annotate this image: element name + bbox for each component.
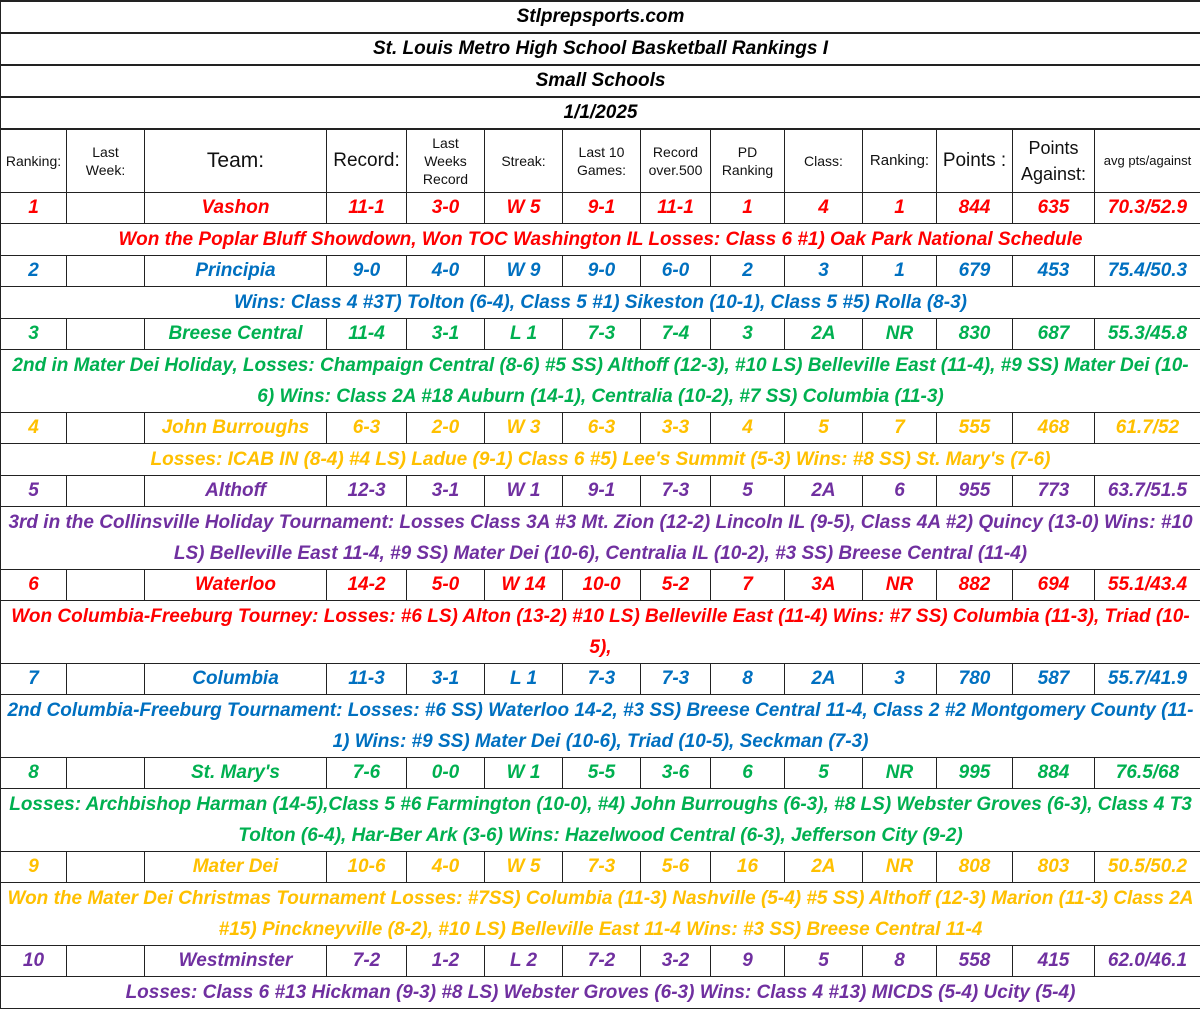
cell-class: 5 [785, 413, 863, 444]
cell-points: 555 [937, 413, 1013, 444]
cell-class: 5 [785, 758, 863, 789]
cell-team: Mater Dei [145, 852, 327, 883]
header-pd-ranking: PD Ranking [711, 129, 785, 193]
team-row [1, 319, 1200, 350]
cell-last-week [67, 193, 145, 224]
cell-ranking: 4 [1, 413, 67, 444]
cell-class-ranking: NR [863, 758, 937, 789]
cell-points: 995 [937, 758, 1013, 789]
cell-last-week [67, 413, 145, 444]
cell-points: 780 [937, 664, 1013, 695]
cell-streak: W 5 [485, 193, 563, 224]
cell-record-over-500: 7-4 [641, 319, 711, 350]
cell-class: 3A [785, 570, 863, 601]
team-note-row [1, 507, 1200, 570]
cell-record: 14-2 [327, 570, 407, 601]
cell-last-week [67, 476, 145, 507]
cell-points: 830 [937, 319, 1013, 350]
cell-class: 2A [785, 476, 863, 507]
cell-record-over-500: 3-3 [641, 413, 711, 444]
team-row [1, 476, 1200, 507]
cell-team: Waterloo [145, 570, 327, 601]
cell-last-10: 7-3 [563, 664, 641, 695]
cell-ranking: 3 [1, 319, 67, 350]
header-points-against: Points Against: [1013, 129, 1095, 193]
cell-pd-ranking: 16 [711, 852, 785, 883]
cell-record-over-500: 3-2 [641, 946, 711, 977]
cell-last-week [67, 319, 145, 350]
cell-points: 679 [937, 256, 1013, 287]
cell-team: John Burroughs [145, 413, 327, 444]
team-row [1, 946, 1200, 977]
header-record: Record: [327, 129, 407, 193]
team-note-row [1, 287, 1200, 319]
cell-ranking: 2 [1, 256, 67, 287]
division-title: Small Schools [1, 65, 1200, 97]
rankings-title: St. Louis Metro High School Basketball Rankings I [1, 33, 1200, 65]
team-note: Losses: Archbishop Harman (14-5),Class 5 #6 Farmington (10-0), #4) John Burroughs (6-3), #8 LS) Webster Groves (6-3), Class 4 T3 Tolton (6-4), Har-Ber Ark (3-6) Wins: Hazelwood Central (6-3), Jefferson City (9-2) [1, 789, 1200, 852]
cell-class: 2A [785, 852, 863, 883]
cell-last-weeks-record: 4-0 [407, 852, 485, 883]
header-class: Class: [785, 129, 863, 193]
cell-record-over-500: 5-6 [641, 852, 711, 883]
cell-points-against: 694 [1013, 570, 1095, 601]
team-note: Won the Poplar Bluff Showdown, Won TOC Washington IL Losses: Class 6 #1) Oak Park National Schedule [1, 224, 1200, 256]
cell-class: 4 [785, 193, 863, 224]
team-note-row [1, 350, 1200, 413]
cell-ranking: 8 [1, 758, 67, 789]
cell-last-week [67, 852, 145, 883]
cell-last-week [67, 946, 145, 977]
cell-team: Vashon [145, 193, 327, 224]
cell-class-ranking: 8 [863, 946, 937, 977]
cell-last-10: 9-0 [563, 256, 641, 287]
cell-last-weeks-record: 3-1 [407, 476, 485, 507]
cell-class: 3 [785, 256, 863, 287]
team-note-row [1, 224, 1200, 256]
header-last-10: Last 10 Games: [563, 129, 641, 193]
cell-pd-ranking: 6 [711, 758, 785, 789]
cell-points: 955 [937, 476, 1013, 507]
cell-points-against: 468 [1013, 413, 1095, 444]
cell-record: 12-3 [327, 476, 407, 507]
cell-class-ranking: NR [863, 570, 937, 601]
cell-last-weeks-record: 4-0 [407, 256, 485, 287]
cell-record-over-500: 11-1 [641, 193, 711, 224]
cell-pd-ranking: 9 [711, 946, 785, 977]
cell-record: 7-6 [327, 758, 407, 789]
cell-team: St. Mary's [145, 758, 327, 789]
cell-pd-ranking: 1 [711, 193, 785, 224]
cell-avg-pts-against: 50.5/50.2 [1095, 852, 1200, 883]
cell-points-against: 803 [1013, 852, 1095, 883]
cell-pd-ranking: 4 [711, 413, 785, 444]
cell-avg-pts-against: 61.7/52 [1095, 413, 1200, 444]
cell-avg-pts-against: 75.4/50.3 [1095, 256, 1200, 287]
cell-team: Westminster [145, 946, 327, 977]
team-row [1, 758, 1200, 789]
cell-last-10: 7-3 [563, 319, 641, 350]
header-streak: Streak: [485, 129, 563, 193]
cell-ranking: 6 [1, 570, 67, 601]
header-row [1, 129, 1200, 193]
cell-class-ranking: 3 [863, 664, 937, 695]
cell-team: Principia [145, 256, 327, 287]
cell-class-ranking: 7 [863, 413, 937, 444]
cell-avg-pts-against: 70.3/52.9 [1095, 193, 1200, 224]
cell-avg-pts-against: 63.7/51.5 [1095, 476, 1200, 507]
cell-pd-ranking: 5 [711, 476, 785, 507]
team-row [1, 664, 1200, 695]
cell-streak: W 14 [485, 570, 563, 601]
cell-last-weeks-record: 3-0 [407, 193, 485, 224]
cell-ranking: 5 [1, 476, 67, 507]
cell-last-weeks-record: 5-0 [407, 570, 485, 601]
cell-streak: L 1 [485, 319, 563, 350]
cell-record-over-500: 5-2 [641, 570, 711, 601]
team-row [1, 256, 1200, 287]
team-note: Won Columbia-Freeburg Tourney: Losses: #6 LS) Alton (13-2) #10 LS) Belleville East (11-4) Wins: #7 SS) Columbia (11-3), Triad (10-5), [1, 601, 1200, 664]
header-record-over-500: Record over.500 [641, 129, 711, 193]
cell-last-week [67, 664, 145, 695]
cell-last-10: 10-0 [563, 570, 641, 601]
cell-last-week [67, 570, 145, 601]
cell-record-over-500: 3-6 [641, 758, 711, 789]
cell-team: Althoff [145, 476, 327, 507]
cell-record-over-500: 7-3 [641, 664, 711, 695]
header-last-weeks-record: Last Weeks Record [407, 129, 485, 193]
cell-avg-pts-against: 55.7/41.9 [1095, 664, 1200, 695]
cell-points: 882 [937, 570, 1013, 601]
cell-record: 9-0 [327, 256, 407, 287]
header-avg: avg pts/against [1095, 129, 1200, 193]
team-note-row [1, 695, 1200, 758]
cell-points-against: 415 [1013, 946, 1095, 977]
cell-points: 808 [937, 852, 1013, 883]
cell-avg-pts-against: 55.3/45.8 [1095, 319, 1200, 350]
cell-record: 11-1 [327, 193, 407, 224]
header-ranking: Ranking: [1, 129, 67, 193]
cell-pd-ranking: 8 [711, 664, 785, 695]
cell-class-ranking: 1 [863, 256, 937, 287]
cell-points-against: 884 [1013, 758, 1095, 789]
cell-class-ranking: NR [863, 319, 937, 350]
team-note-row [1, 883, 1200, 946]
cell-record: 6-3 [327, 413, 407, 444]
team-row [1, 570, 1200, 601]
team-note-row [1, 601, 1200, 664]
cell-class-ranking: 1 [863, 193, 937, 224]
cell-points-against: 635 [1013, 193, 1095, 224]
cell-points-against: 587 [1013, 664, 1095, 695]
cell-streak: L 1 [485, 664, 563, 695]
cell-points-against: 687 [1013, 319, 1095, 350]
cell-record: 11-3 [327, 664, 407, 695]
cell-record-over-500: 6-0 [641, 256, 711, 287]
team-row [1, 852, 1200, 883]
team-note: 2nd Columbia-Freeburg Tournament: Losses: #6 SS) Waterloo 14-2, #3 SS) Breese Central 11-4, Class 2 #2 Montgomery County (11-1) Wins: #9 SS) Mater Dei (10-6), Triad (10-5), Seckman (7-3) [1, 695, 1200, 758]
cell-last-10: 7-2 [563, 946, 641, 977]
team-note: 2nd in Mater Dei Holiday, Losses: Champaign Central (8-6) #5 SS) Althoff (12-3), #10 LS) Belleville East (11-4), #9 SS) Mater Dei (10-6) Wins: Class 2A #18 Auburn (14-1), Centralia (10-2), #7 SS) Columbia (11-3) [1, 350, 1200, 413]
cell-record: 11-4 [327, 319, 407, 350]
team-note-row [1, 977, 1200, 1009]
cell-ranking: 9 [1, 852, 67, 883]
header-team: Team: [145, 129, 327, 193]
cell-last-10: 9-1 [563, 476, 641, 507]
cell-pd-ranking: 2 [711, 256, 785, 287]
cell-record: 7-2 [327, 946, 407, 977]
team-note: Wins: Class 4 #3T) Tolton (6-4), Class 5 #1) Sikeston (10-1), Class 5 #5) Rolla (8-3) [1, 287, 1200, 319]
cell-pd-ranking: 3 [711, 319, 785, 350]
date-title: 1/1/2025 [1, 97, 1200, 129]
cell-ranking: 1 [1, 193, 67, 224]
cell-record-over-500: 7-3 [641, 476, 711, 507]
cell-last-week [67, 256, 145, 287]
cell-points: 558 [937, 946, 1013, 977]
cell-avg-pts-against: 55.1/43.4 [1095, 570, 1200, 601]
header-last-week: Last Week: [67, 129, 145, 193]
cell-points-against: 453 [1013, 256, 1095, 287]
cell-points: 844 [937, 193, 1013, 224]
cell-streak: W 3 [485, 413, 563, 444]
cell-streak: W 9 [485, 256, 563, 287]
cell-streak: W 1 [485, 758, 563, 789]
cell-streak: W 1 [485, 476, 563, 507]
cell-class: 2A [785, 664, 863, 695]
cell-avg-pts-against: 62.0/46.1 [1095, 946, 1200, 977]
cell-avg-pts-against: 76.5/68 [1095, 758, 1200, 789]
cell-class-ranking: 6 [863, 476, 937, 507]
cell-last-10: 9-1 [563, 193, 641, 224]
cell-last-week [67, 758, 145, 789]
cell-team: Columbia [145, 664, 327, 695]
cell-last-weeks-record: 3-1 [407, 319, 485, 350]
cell-last-weeks-record: 1-2 [407, 946, 485, 977]
team-row [1, 413, 1200, 444]
cell-last-weeks-record: 2-0 [407, 413, 485, 444]
cell-last-10: 7-3 [563, 852, 641, 883]
cell-last-10: 6-3 [563, 413, 641, 444]
cell-points-against: 773 [1013, 476, 1095, 507]
cell-class: 2A [785, 319, 863, 350]
team-note-row [1, 789, 1200, 852]
team-note: Losses: ICAB IN (8-4) #4 LS) Ladue (9-1) Class 6 #5) Lee's Summit (5-3) Wins: #8 SS) St. Mary's (7-6) [1, 444, 1200, 476]
team-note: Won the Mater Dei Christmas Tournament Losses: #7SS) Columbia (11-3) Nashville (5-4) #5 SS) Althoff (12-3) Marion (11-3) Class 2A #15) Pinckneyville (8-2), #10 LS) Belleville East 11-4 Wins: #3 SS) Breese Central 11-4 [1, 883, 1200, 946]
cell-class-ranking: NR [863, 852, 937, 883]
header-points: Points : [937, 129, 1013, 193]
cell-ranking: 10 [1, 946, 67, 977]
team-note: 3rd in the Collinsville Holiday Tournament: Losses Class 3A #3 Mt. Zion (12-2) Lincoln IL (9-5), Class 4A #2) Quincy (13-0) Wins: #10 LS) Belleville East 11-4, #9 SS) Mater Dei (10-6), Centralia IL (10-2), #3 SS) Breese Central (11-4) [1, 507, 1200, 570]
site-title: Stlprepsports.com [1, 1, 1200, 33]
cell-pd-ranking: 7 [711, 570, 785, 601]
cell-streak: L 2 [485, 946, 563, 977]
cell-last-weeks-record: 3-1 [407, 664, 485, 695]
cell-ranking: 7 [1, 664, 67, 695]
cell-streak: W 5 [485, 852, 563, 883]
cell-last-10: 5-5 [563, 758, 641, 789]
team-note: Losses: Class 6 #13 Hickman (9-3) #8 LS) Webster Groves (6-3) Wins: Class 4 #13) MICDS (5-4) Ucity (5-4) [1, 977, 1200, 1009]
team-note-row [1, 444, 1200, 476]
cell-class: 5 [785, 946, 863, 977]
cell-last-weeks-record: 0-0 [407, 758, 485, 789]
cell-record: 10-6 [327, 852, 407, 883]
cell-team: Breese Central [145, 319, 327, 350]
team-row [1, 193, 1200, 224]
header-class-ranking: Ranking: [863, 129, 937, 193]
